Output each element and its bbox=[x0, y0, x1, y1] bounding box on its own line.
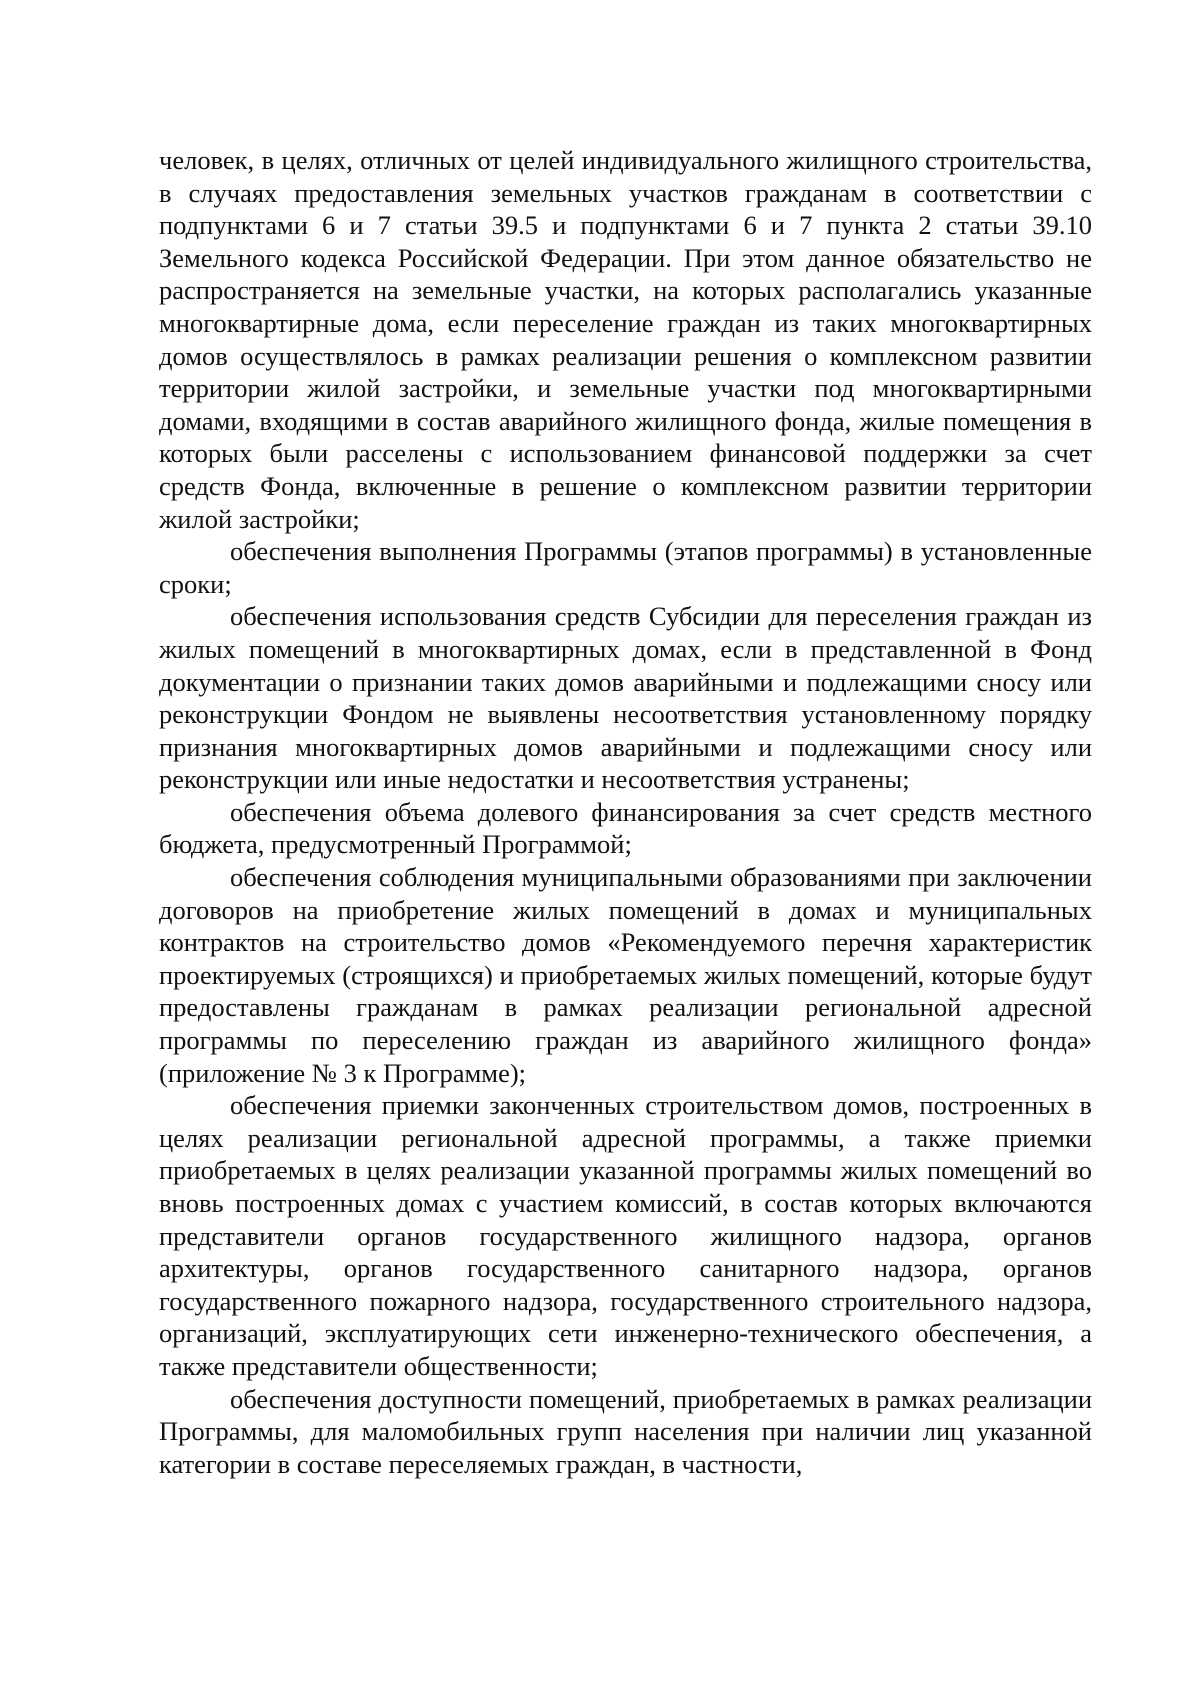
paragraph-continuation: человек, в целях, отличных от целей индивидуального жилищного строительства, в случаях предоставления земельных участков гражданам в соответствии с подпунктами 6 и 7 статьи 39.5 и подпунктами 6 и 7 пункта 2 статьи 39.10 Земельного кодекса Российской Федерации. При этом данное обязательство не распространяется на земельные участки, на которых располагались указанные многоквартирные дома, если переселение граждан из таких многоквартирных домов осуществлялось в рамках реализации решения о комплексном развитии территории жилой застройки, и земельные участки под многоквартирными домами, входящими в состав аварийного жилищного фонда, жилые помещения в которых были расселены с использованием финансовой поддержки за счет средств Фонда, включенные в решение о комплексном развитии территории жилой застройки; bbox=[159, 145, 1092, 534]
paragraph-recommended-list: обеспечения соблюдения муниципальными образованиями при заключении договоров на приобретение жилых помещений в домах и муниципальных контрактов на строительство домов «Рекомендуемого перечня характеристик проектируемых (строящихся) и приобретаемых жилых помещений, которые будут предоставлены гражданам в рамках реализации региональной адресной программы по переселению граждан из аварийного жилищного фонда» (приложение № 3 к Программе); bbox=[159, 862, 1092, 1088]
paragraph-program-deadlines: обеспечения выполнения Программы (этапов программы) в установленные сроки; bbox=[159, 536, 1092, 599]
paragraph-accessibility: обеспечения доступности помещений, приобретаемых в рамках реализации Программы, для маломобильных групп населения при наличии лиц указанной категории в составе переселяемых граждан, в частности, bbox=[159, 1383, 1092, 1479]
document-body bbox=[159, 144, 1092, 1480]
paragraph-local-budget: обеспечения объема долевого финансирования за счет средств местного бюджета, предусмотренный Программой; bbox=[159, 796, 1092, 860]
paragraph-subsidy-use: обеспечения использования средств Субсидии для переселения граждан из жилых помещений в многоквартирных домах, если в представленной в Фонд документации о признании таких домов аварийными и подлежащими сносу или реконструкции Фондом не выявлены несоответствия установленному порядку признания многоквартирных домов аварийными и подлежащими сносу или реконструкции или иные недостатки и несоответствия устранены; bbox=[159, 601, 1092, 795]
paragraph-acceptance-commission: обеспечения приемки законченных строительством домов, построенных в целях реализации региональной адресной программы, а также приемки приобретаемых в целях реализации указанной программы жилых помещений во вновь построенных домах с участием комиссий, в состав которых включаются представители органов государственного жилищного надзора, органов архитектуры, органов государственного санитарного надзора, органов государственного пожарного надзора, государственного строительного надзора, организаций, эксплуатирующих сети инженерно-технического обеспечения, а также представители общественности; bbox=[159, 1090, 1092, 1381]
